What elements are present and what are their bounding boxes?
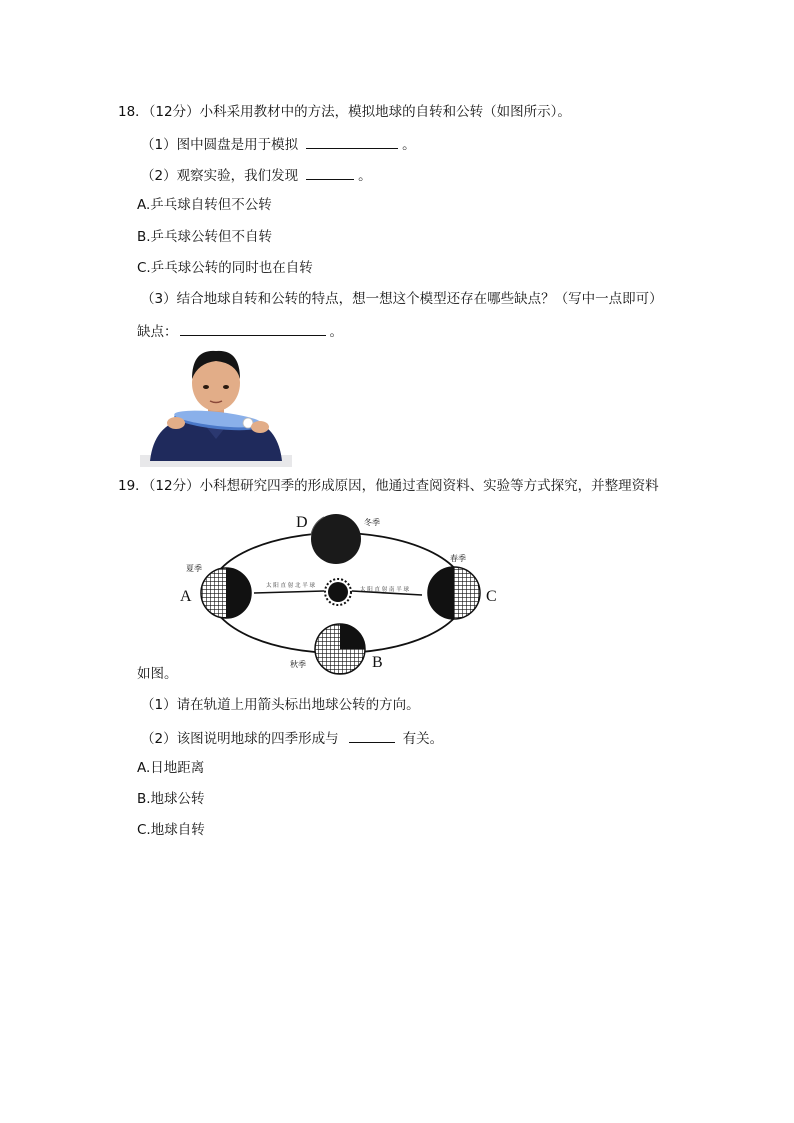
- svg-text:太 阳 直 射 北 半 球: 太 阳 直 射 北 半 球: [266, 583, 315, 589]
- q18-part3: （3）结合地球自转和公转的特点，想一想这个模型还存在哪些缺点？（写中一点即可）: [141, 291, 663, 307]
- q19-part2-end: 有关。: [402, 731, 444, 747]
- q19-option-a: A.日地距离: [137, 760, 205, 776]
- q19-header-cont: 如图。: [137, 666, 178, 682]
- q19-part1: （1）请在轨道上用箭头标出地球公转的方向。: [141, 697, 420, 713]
- q19-part2: [141, 728, 443, 748]
- q19-header: 19．（12分）小科想研究四季的形成原因，他通过查阅资料、实验等方式探究，并整理资料: [118, 478, 659, 494]
- season-label-a: 夏季: [186, 564, 202, 573]
- sun-icon: [325, 579, 351, 605]
- q18-part1: [141, 134, 416, 154]
- label-a: A: [180, 588, 192, 605]
- q18-defect: [137, 321, 343, 341]
- season-label-c: 春季: [450, 554, 466, 563]
- earth-c: [428, 567, 480, 619]
- q18-defect-end: 。: [329, 324, 343, 340]
- q18-header: 18．（12分）小科采用教材中的方法，模拟地球的自转和公转（如图所示）。: [118, 104, 571, 120]
- season-orbit-diagram: [174, 505, 514, 675]
- q18-option-c: C.乒乓球公转的同时也在自转: [137, 260, 313, 276]
- label-b: B: [372, 654, 383, 671]
- q18-part2-answer-blank[interactable]: [306, 165, 354, 180]
- q18-defect-answer-blank[interactable]: [180, 321, 326, 336]
- q19-part2-answer-blank[interactable]: [349, 728, 395, 743]
- q18-option-a: A.乒乓球自转但不公转: [137, 197, 272, 213]
- label-c: C: [486, 588, 497, 605]
- q18-part1-answer-blank[interactable]: [306, 134, 398, 149]
- q19-option-b: B.地球公转: [137, 791, 205, 807]
- q18-part1-end: 。: [402, 137, 416, 153]
- earth-d: [311, 514, 361, 564]
- boy-with-disc-photo: [140, 343, 292, 467]
- label-d: D: [296, 514, 308, 531]
- q19-option-c: C.地球自转: [137, 822, 205, 838]
- earth-a: [201, 568, 251, 618]
- q18-option-b: B.乒乓球公转但不自转: [137, 229, 273, 245]
- svg-text:太 阳 直 射 南 半 球: 太 阳 直 射 南 半 球: [360, 587, 409, 593]
- q18-part2-text: （2）观察实验，我们发现: [141, 168, 299, 184]
- earth-b: [315, 624, 365, 674]
- q18-part2: [141, 165, 372, 185]
- season-label-d: 冬季: [364, 518, 380, 527]
- season-label-b: 秋季: [290, 660, 306, 669]
- q18-part2-end: 。: [358, 168, 372, 184]
- q19-part2-text: （2）该图说明地球的四季形成与: [141, 731, 339, 747]
- q18-part1-text: （1）图中圆盘是用于模拟: [141, 137, 299, 153]
- q18-defect-label: 缺点：: [137, 324, 178, 340]
